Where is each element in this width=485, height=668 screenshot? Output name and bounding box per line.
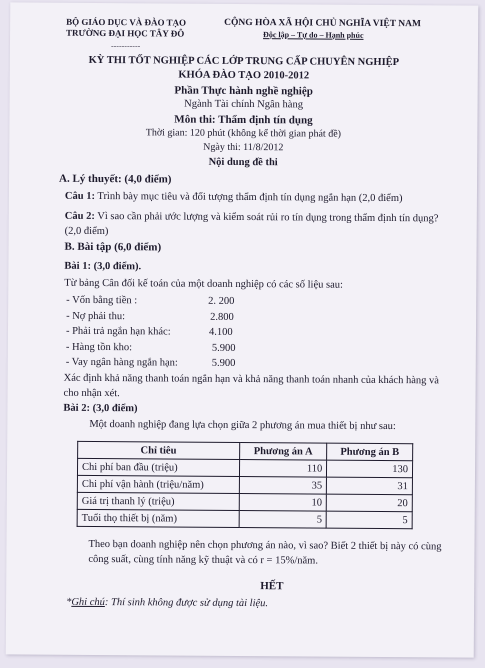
exam-sheet (6, 2, 479, 657)
exam-title: KỲ THI TỐT NGHIỆP CÁC LỚP TRUNG CẤP CHUYÊN NGHIỆP (88, 54, 400, 69)
question-1 (65, 189, 450, 207)
republic-name: CỘNG HÒA XÃ HỘI CHỦ NGHĨA VIỆT NAM (224, 17, 421, 30)
footnote-label: Ghi chú (71, 596, 105, 609)
table-cell: Chi phí vận hành (triệu/năm) (77, 475, 239, 493)
exercise-2-question: Theo bạn doanh nghiệp nên chọn phương án nào, vì sao? Biết 2 thiết bị này có cùng công suất, cùng tính năng kỹ thuật và có r = 15%/năm. (88, 538, 442, 567)
table-cell: 31 (327, 477, 413, 495)
exercise-2-heading: Bài 2: (3,0 điểm) (63, 402, 138, 415)
question-2-text: Vì sao cần phải ước lượng và kiểm soát rủi ro tín dụng trong thẩm định tín dụng? (2,0 điểm) (64, 210, 439, 238)
ministry-name: BỘ GIÁO DỤC VÀ ĐÀO TẠO (66, 16, 187, 28)
content-heading: Nội dung đề thi (208, 156, 278, 169)
exercise-1-heading: Bài 1: (3,0 điểm). (64, 260, 142, 273)
balance-item (66, 293, 235, 309)
major-title: Ngành Tài chính Ngân hàng (184, 98, 304, 111)
balance-item-label: - Phải trả ngắn hạn khác: (65, 325, 171, 338)
table-header-cell: Phương án A (239, 442, 327, 460)
balance-item (66, 308, 234, 324)
table-cell: 35 (239, 476, 327, 494)
balance-item-value: 4.100 (208, 326, 233, 338)
exam-duration: Thời gian: 120 phút (không kể thời gian phát đề) (145, 127, 342, 140)
balance-item-value: 5.900 (211, 357, 236, 369)
table-cell: Chi phí ban đầu (triệu) (77, 458, 239, 476)
table-cell: 5 (326, 511, 412, 529)
balance-item-value: 2.800 (210, 311, 234, 323)
exam-date: Ngày thi: 11/8/2012 (203, 141, 284, 154)
equipment-table (77, 441, 414, 529)
table-header-cell: Chỉ tiêu (78, 441, 240, 459)
balance-item (65, 339, 236, 355)
balance-item-label: - Vay ngân hàng ngắn hạn: (65, 356, 178, 369)
end-marker: HẾT (260, 580, 284, 593)
balance-item-label: - Vốn bằng tiền : (66, 294, 138, 307)
school-name: TRƯỜNG ĐẠI HỌC TÂY ĐÔ (66, 27, 185, 39)
question-2-label: Câu 2: (64, 210, 95, 222)
balance-item (65, 324, 233, 340)
balance-item-value: 2. 200 (208, 295, 235, 307)
table-cell: 110 (239, 459, 327, 477)
question-2 (65, 209, 450, 242)
header-left (66, 17, 186, 40)
exercise-1-intro: Từ bảng Cân đối kế toán của một doanh nghiệp có các số liệu sau: (64, 277, 343, 291)
table-cell: Giá trị thanh lý (triệu) (77, 492, 239, 510)
exercise-2-intro: Một doanh nghiệp đang lựa chọn giữa 2 phương án mua thiết bị như sau: (89, 418, 396, 433)
table-cell: Tuổi thọ thiết bị (năm) (77, 509, 239, 527)
balance-items (65, 293, 236, 371)
subject-title: Môn thi: Thẩm định tín dụng (174, 113, 313, 127)
question-1-label: Câu 1: (64, 190, 96, 202)
theory-heading: A. Lý thuyết: (4,0 điểm) (59, 172, 172, 186)
exercise-heading: B. Bài tập (6,0 điểm) (64, 240, 162, 254)
table-row (77, 509, 412, 528)
balance-item-label: - Hàng tồn kho: (65, 341, 133, 353)
national-motto: Độc lập – Tự do – Hạnh phúc (263, 30, 364, 40)
table-header-cell: Phương án B (327, 443, 413, 461)
footnote-text: : Thí sinh không được sử dụng tài liệu. (104, 597, 269, 610)
table-cell: 130 (327, 460, 413, 478)
table-cell: 10 (239, 493, 327, 511)
footnote: *Ghi chú: Thí sinh không được sử dụng tài liệu. (66, 596, 269, 610)
table-cell: 20 (327, 494, 413, 512)
header-divider: ----------- (110, 41, 141, 51)
exercise-1-question: Xác định khả năng thanh toán ngắn hạn và khả năng thanh toán nhanh của khách hàng và cho nhận xét. (63, 372, 439, 400)
balance-item-label: - Nợ phải thu: (66, 310, 126, 322)
question-1-text: Trình bày mục tiêu và đối tượng thẩm định tín dụng ngắn hạn (2,0 điểm) (94, 190, 403, 205)
balance-item (65, 355, 236, 371)
course-title: KHÓA ĐÀO TẠO 2010-2012 (178, 69, 310, 82)
part-title: Phần Thực hành nghề nghiệp (174, 84, 313, 98)
table-cell: 5 (239, 510, 327, 528)
balance-item-value: 5.900 (211, 342, 236, 354)
